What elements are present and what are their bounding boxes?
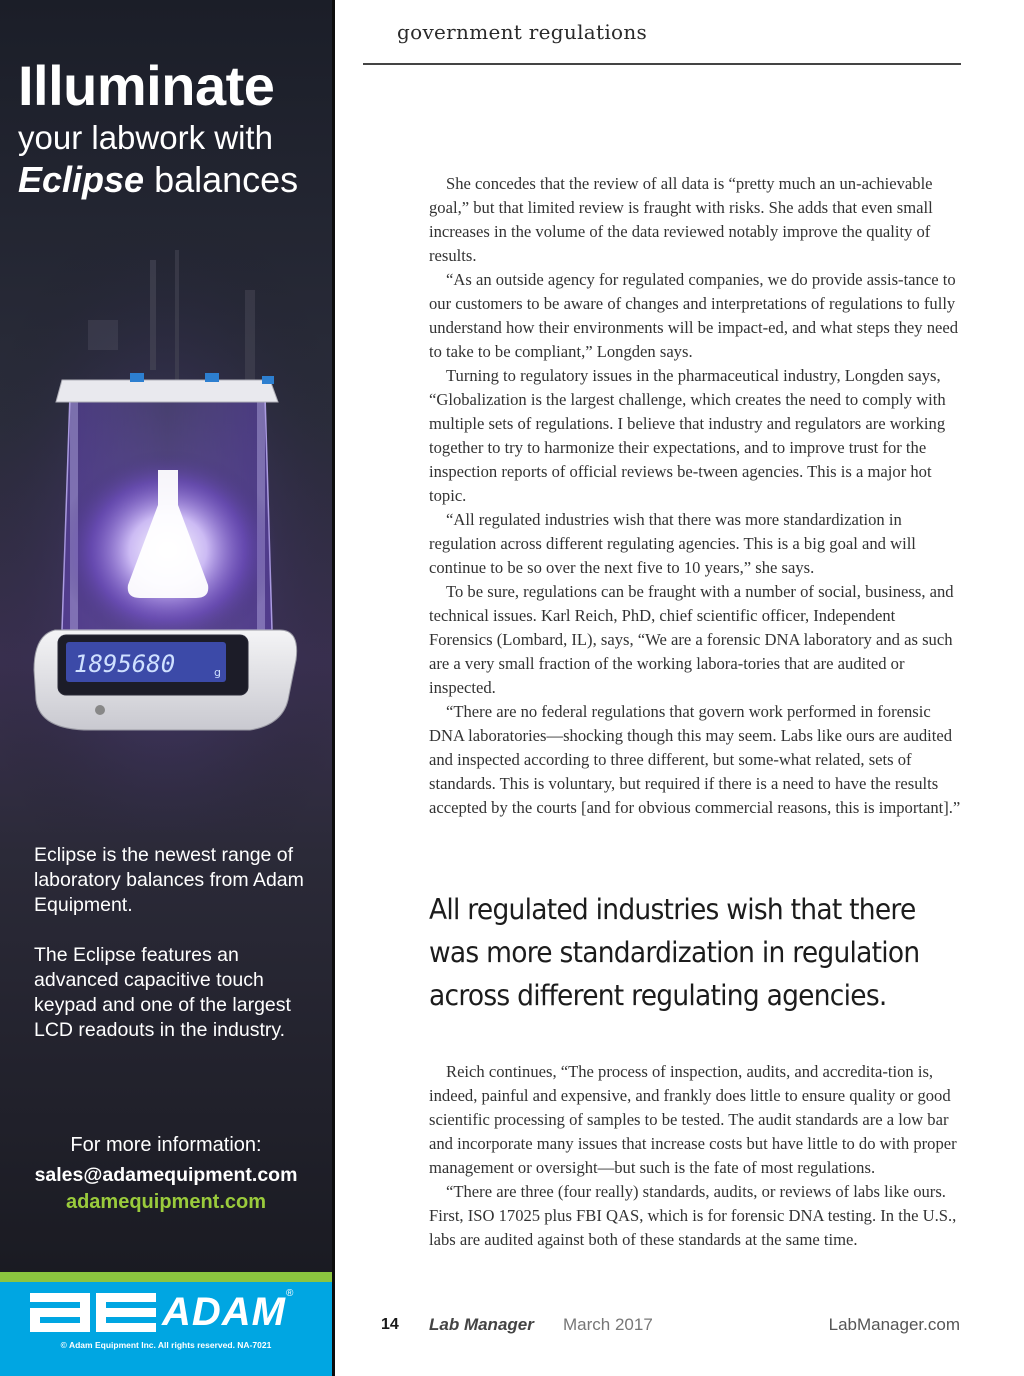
column-divider — [332, 0, 335, 1376]
adam-logo-wordmark: ADAM — [162, 1290, 286, 1334]
article-paragraph: She concedes that the review of all data is “pretty much an un-achievable goal,” but that limited review is fraught with risks. She adds that even small increases in the volume of the data reviewed notably improve the quality of results. — [429, 174, 933, 265]
article-body-bottom — [429, 1060, 961, 1252]
ad-brand-name: Eclipse — [18, 159, 145, 200]
advertisement — [0, 0, 332, 1376]
page-number: 14 — [381, 1316, 399, 1333]
article-paragraph: Turning to regulatory issues in the pharmaceutical industry, Longden says, “Globalization is the largest challenge, which creates the need to comply with multiple sets of regulations. I believe that industry and regulators are working together to try to harmonize their expectations, and to improve trust for the inspection reports of official reviews be-tween agencies. This is a major hot topic. — [429, 366, 946, 505]
ad-email-link[interactable]: sales@adamequipment.com — [34, 1164, 298, 1186]
ad-subhead-line2 — [18, 160, 298, 200]
ad-website-link[interactable]: adamequipment.com — [65, 1191, 267, 1213]
ad-green-stripe — [0, 1272, 332, 1282]
article-paragraph: “There are three (four really) standards, audits, or reviews of labs like ours. First, ISO 17025 plus FBI QAS, which is for forensic DNA testing. In the U.S., labs are audited against both of these standards at the same time. — [429, 1182, 957, 1249]
heading-rule — [363, 63, 961, 65]
article-paragraph: To be sure, regulations can be fraught with a number of social, business, and technical issues. Karl Reich, PhD, chief scientific officer, Independent Forensics (Lombard, IL), says, “We are a forensic DNA laboratory and as such are a very small fraction of the working labora-tories that are audited or inspected. — [429, 582, 954, 697]
ad-subhead-rest: balances — [144, 159, 299, 200]
balance-display-reading: 1895680 — [74, 650, 176, 678]
ad-paragraph-2: The Eclipse features an advanced capacitive touch keypad and one of the largest LCD readouts in the industry. — [34, 944, 291, 1041]
adam-registered-mark: ® — [286, 1288, 294, 1299]
pull-quote: All regulated industries wish that there was more standardization in regulation across different regulating agencies. — [429, 893, 920, 1012]
article-paragraph: “As an outside agency for regulated companies, we do provide assis-tance to our customers to be aware of changes and interpretations of regulations to fully understand how their environments will be impact-ed, and what steps they need to take to be compliant,” Longden says. — [429, 270, 959, 361]
adam-logo-icon — [30, 1293, 158, 1333]
ad-headline: Illuminate — [18, 54, 275, 117]
issue-date: March 2017 — [563, 1315, 653, 1334]
article-body-top — [429, 172, 961, 820]
section-heading: government regulations — [397, 20, 648, 44]
balance-product-image — [0, 230, 332, 830]
magazine-website-link[interactable]: LabManager.com — [828, 1315, 960, 1334]
balance-display-unit: g — [214, 666, 221, 679]
ad-info-title: For more information: — [70, 1134, 262, 1156]
ad-copyright: © Adam Equipment Inc. All rights reserved. NA-7021 — [60, 1340, 272, 1350]
magazine-name: Lab Manager — [429, 1315, 534, 1334]
article-paragraph: “There are no federal regulations that govern work performed in forensic DNA laboratories—shocking though this may seem. Labs like ours are audited and inspected according to three different, but some-what related, sets of standards. This is voluntary, but required if there is a need to have the results accepted by the courts [and for obvious commercial reasons, this is important].” — [429, 702, 961, 817]
ad-subhead-line1: your labwork with — [18, 119, 273, 156]
article-paragraph: Reich continues, “The process of inspection, audits, and accredita-tion is, indeed, painful and expensive, and frankly does little to ensure quality or good scientific processing of samples to be tested. The audit standards are a low bar and incorporate many issues that increase costs but have little to do with proper management or oversight—but such is the fate of most regulations. — [429, 1062, 957, 1177]
article-paragraph: “All regulated industries wish that there was more standardization in regulation across different regulating agencies. This is a big goal and will continue to be so over the next five to 10 years,” she says. — [429, 510, 916, 577]
ad-paragraph-1: Eclipse is the newest range of laboratory balances from Adam Equipment. — [34, 844, 304, 916]
